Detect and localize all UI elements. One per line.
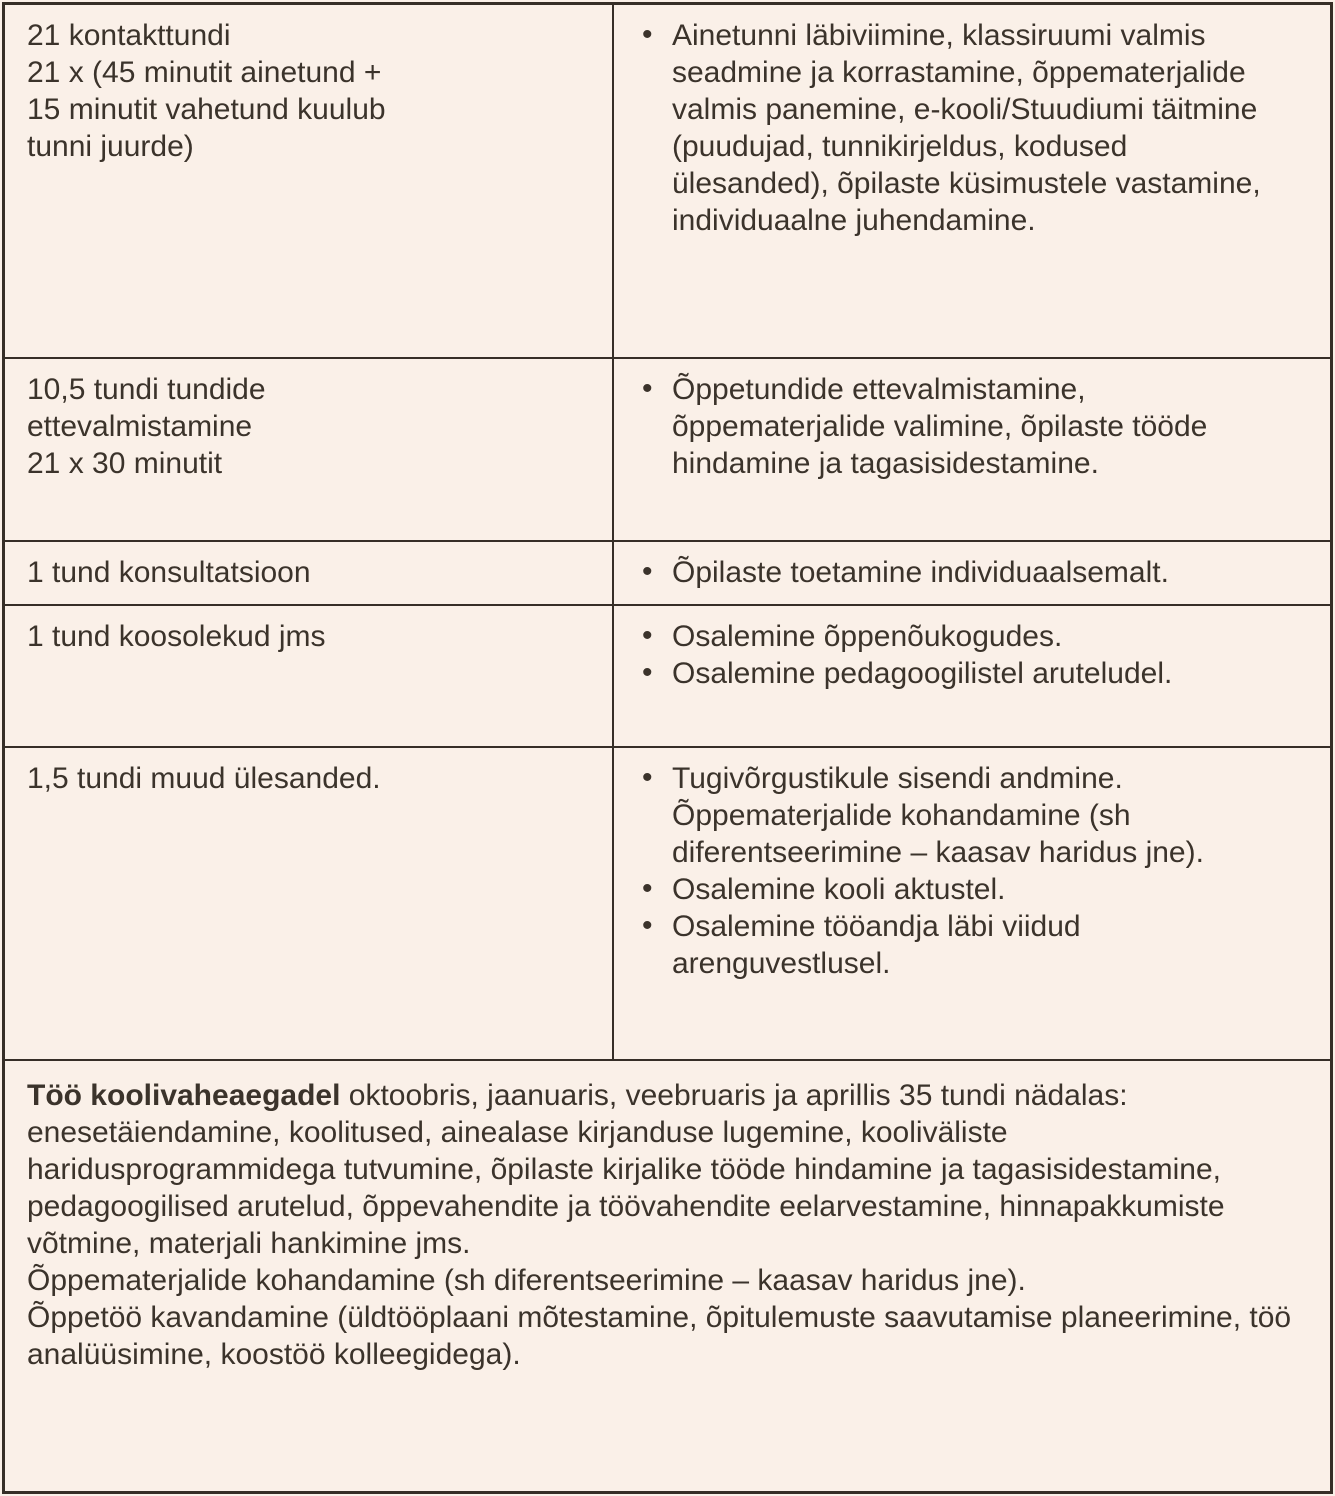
hours-cell — [5, 606, 614, 746]
hours-line: 1 tund koosolekud jms — [27, 620, 326, 653]
hours-line: ettevalmistamine — [27, 410, 253, 443]
hours-line: 15 minutit vahetund kuulub — [27, 93, 386, 126]
task-list — [630, 618, 1288, 692]
table-row — [5, 5, 1330, 359]
task-list — [630, 554, 1288, 591]
task-item: • Õpilaste toetamine individuaalsemalt. — [630, 554, 1288, 591]
task-item: • Osalemine tööandja läbi viidud arenguvestlusel. — [630, 908, 1288, 982]
task-list — [630, 371, 1288, 482]
task-item: • Õppetundide ettevalmistamine, õppematerjalide valimine, õpilaste tööde hindamine ja tagasisidestamine. — [630, 371, 1288, 482]
task-list — [630, 17, 1288, 239]
hours-line: 1 tund konsultatsioon — [27, 556, 311, 589]
hours-cell — [5, 542, 614, 604]
hours-line: 21 kontakttundi — [27, 19, 231, 52]
vacation-work-lead: Töö koolivaheaegadel — [27, 1079, 341, 1112]
table-row — [5, 542, 1330, 606]
hours-line: 1,5 tundi muud ülesanded. — [27, 762, 381, 795]
tasks-cell — [614, 359, 1330, 540]
task-item: • Ainetunni läbiviimine, klassiruumi valmis seadmine ja korrastamine, õppematerjalide valmis panemine, e-kooli/Stuudiumi täitmine (puudujad, tunnikirjeldus, kodused ülesanded), õpilaste küsimustele vastamine, individuaalne juhendamine. — [630, 17, 1288, 239]
task-item: • Osalemine õppenõukogudes. — [630, 618, 1288, 655]
task-item: • Osalemine pedagoogilistel aruteludel. — [630, 655, 1288, 692]
tasks-cell — [614, 606, 1330, 746]
table-row — [5, 748, 1330, 1061]
hours-line: 21 x 30 minutit — [27, 447, 223, 480]
task-item: • Osalemine kooli aktustel. — [630, 871, 1288, 908]
task-item: • Tugivõrgustikule sisendi andmine. Õppematerjalide kohandamine (sh diferentseerimine – kaasav haridus jne). — [630, 760, 1288, 871]
vacation-work-note — [5, 1061, 1330, 1491]
teaching-planning-line: Õppetöö kavandamine (üldtööplaani mõtestamine, õpitulemuste saavutamise planeerimine, töö analüüsimine, koostöö kolleegidega). — [27, 1301, 1292, 1371]
tasks-cell — [614, 542, 1330, 604]
materials-adaptation-line: Õppematerjalide kohandamine (sh diferentseerimine – kaasav haridus jne). — [27, 1264, 1026, 1297]
hours-cell — [5, 5, 614, 357]
tasks-cell — [614, 5, 1330, 357]
table-row — [5, 359, 1330, 542]
hours-cell — [5, 748, 614, 1059]
vacation-work-text: oktoobris, jaanuaris, veebruaris ja aprillis 35 tundi nädalas: enesetäiendamine, koolitused, ainealase kirjanduse lugemine, kooliväliste haridusprogrammidega tutvumine, õpilaste kirjalike tööde hindamine ja tagasisidestamine, pedagoogilised arutelud, õppevahendite ja töövahendite eelarvestamine, hinnapakkumiste võtmine, materjali hankimine jms. — [27, 1079, 1225, 1260]
task-list — [630, 760, 1288, 982]
hours-line: 21 x (45 minutit ainetund + — [27, 56, 382, 89]
hours-line: 10,5 tundi tundide — [27, 373, 266, 406]
vacation-work-paragraph — [27, 1077, 1306, 1262]
hours-cell — [5, 359, 614, 540]
tasks-cell — [614, 748, 1330, 1059]
work-hours-table — [2, 2, 1333, 1494]
hours-line: tunni juurde) — [27, 130, 194, 163]
table-row — [5, 606, 1330, 748]
